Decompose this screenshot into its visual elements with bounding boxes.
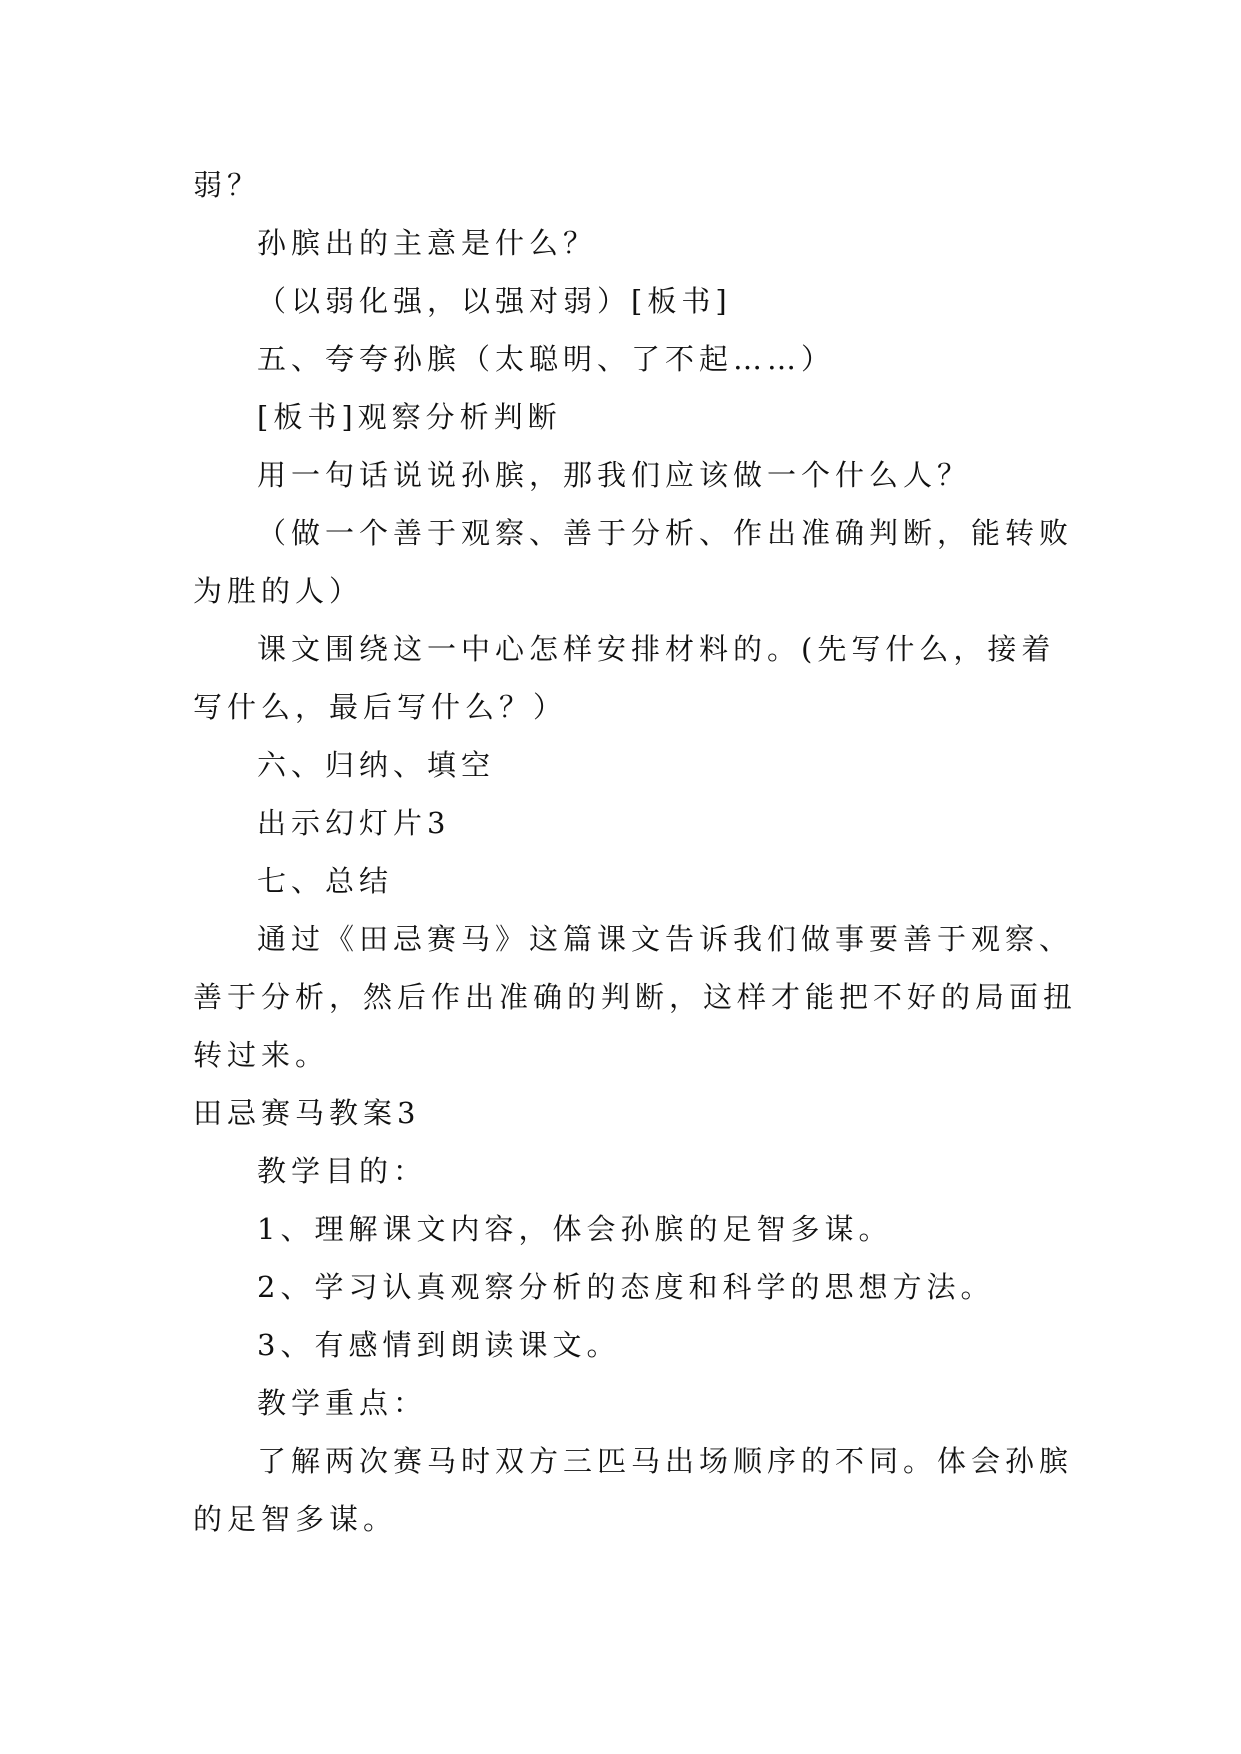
text-line: 孙膑出的主意是什么？ — [257, 226, 598, 260]
list-item: 3、有感情到朗读课文。 — [257, 1328, 621, 1362]
list-item: 2、学习认真观察分析的态度和科学的思想方法。 — [257, 1270, 995, 1304]
text-line: （以弱化强，以强对弱）[板书] — [257, 284, 732, 318]
text-line: 转过来。 — [193, 1038, 330, 1072]
text-line: 为胜的人） — [193, 574, 364, 608]
text-line: 通过《田忌赛马》这篇课文告诉我们做事要善于观察、 — [257, 922, 1074, 956]
text-line: 善于分析，然后作出准确的判断，这样才能把不好的局面扭 — [193, 980, 1078, 1014]
subheading: 教学重点： — [257, 1386, 428, 1420]
document-title: 田忌赛马教案3 — [193, 1096, 421, 1130]
text-line: [板书]观察分析判断 — [257, 400, 562, 434]
document-body — [193, 156, 1078, 1548]
text-line: 的足智多谋。 — [193, 1502, 398, 1536]
subheading: 教学目的： — [257, 1154, 428, 1188]
text-line: 用一句话说说孙膑，那我们应该做一个什么人？ — [257, 458, 972, 492]
text-line: 出示幻灯片3 — [257, 806, 451, 840]
text-line: 写什么，最后写什么？） — [193, 690, 568, 724]
text-line: 课文围绕这一中心怎样安排材料的。(先写什么，接着 — [257, 632, 1056, 666]
text-line: （做一个善于观察、善于分析、作出准确判断，能转败 — [257, 516, 1074, 550]
text-line: 弱？ — [193, 168, 262, 202]
section-heading: 六、归纳、填空 — [257, 748, 496, 782]
section-heading: 七、总结 — [257, 864, 394, 898]
text-line: 了解两次赛马时双方三匹马出场顺序的不同。体会孙膑 — [257, 1444, 1074, 1478]
section-heading: 五、夸夸孙膑（太聪明、了不起……） — [257, 342, 836, 376]
list-item: 1、理解课文内容，体会孙膑的足智多谋。 — [257, 1212, 893, 1246]
